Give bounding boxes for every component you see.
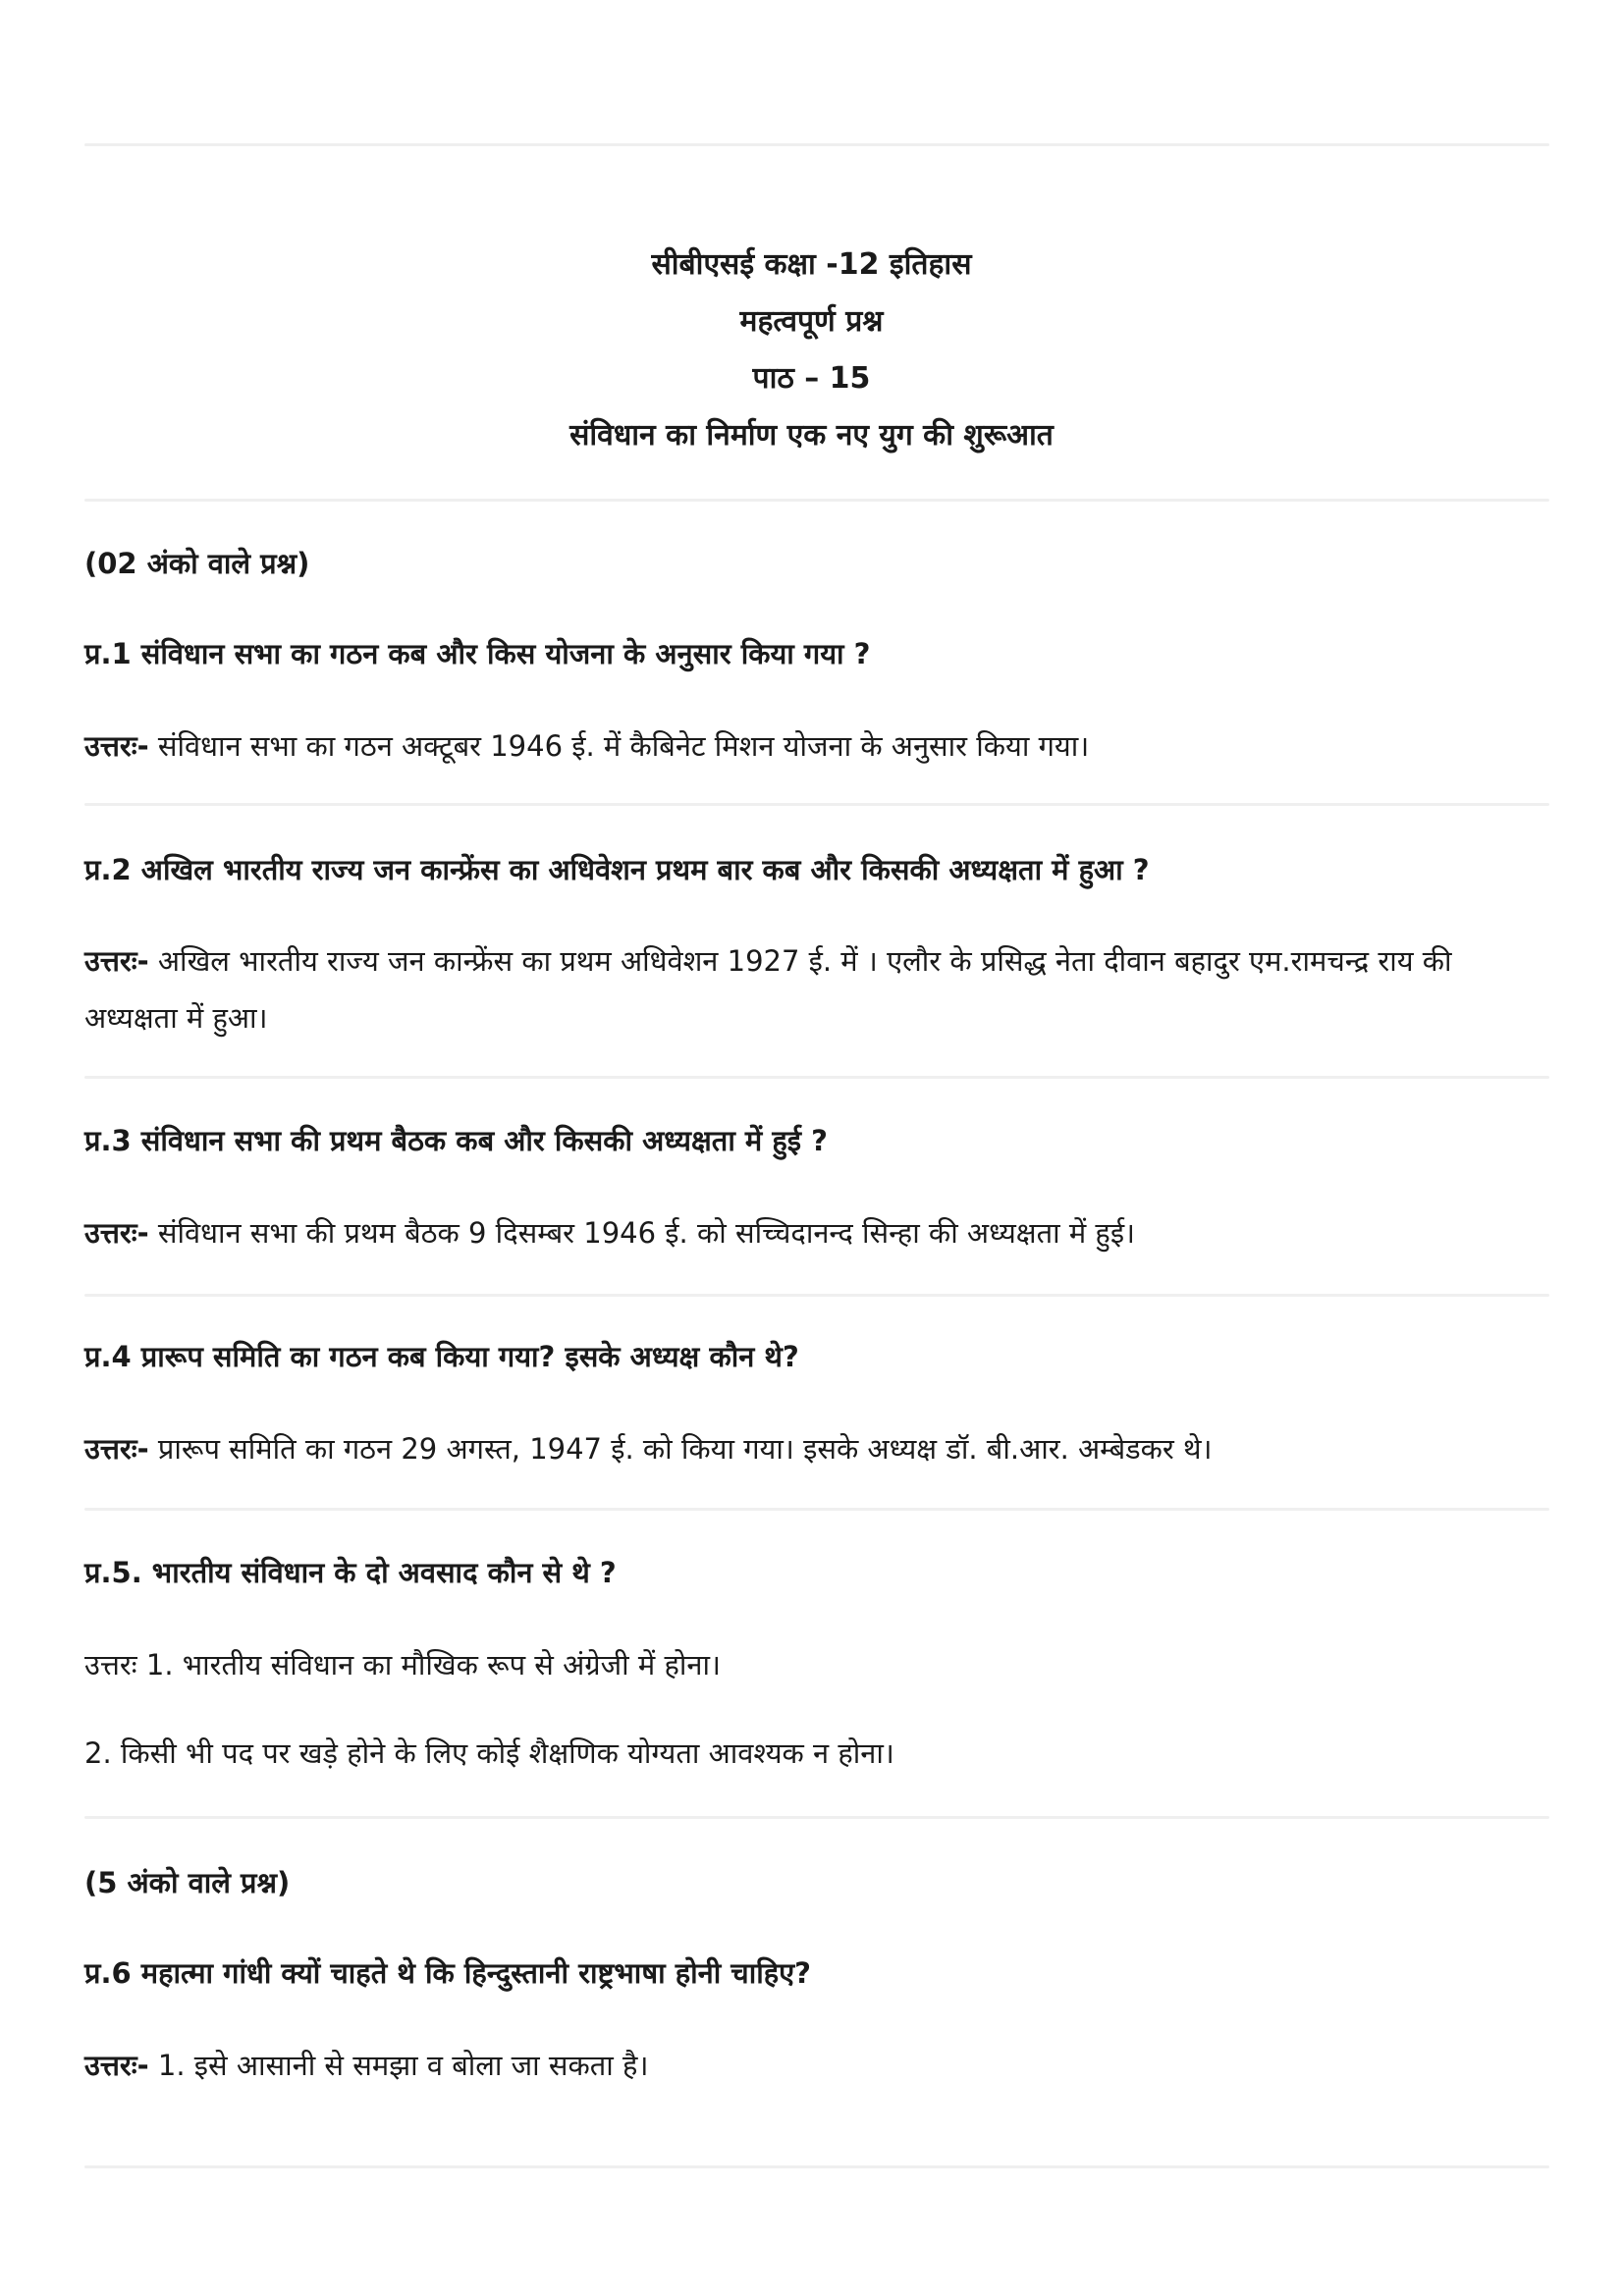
answer-5-point-1-text: 1. भारतीय संविधान का मौखिक रूप से अंग्रेजी में होना।	[136, 1648, 721, 1682]
header-chapter-title: संविधान का निर्माण एक नए युग की शुरूआत	[569, 418, 1054, 453]
divider	[84, 499, 1549, 502]
divider	[84, 1076, 1549, 1079]
header-important-questions: महत्वपूर्ण प्रश्न	[739, 304, 884, 339]
question-4: प्र.4 प्रारूप समिति का गठन कब किया गया? इसके अध्यक्ष कौन थे?	[84, 1340, 799, 1373]
answer-label: उत्तरः-	[84, 729, 149, 763]
divider	[84, 2165, 1549, 2168]
header-board-class-subject: सीबीएसई कक्षा -12 इतिहास	[651, 247, 972, 282]
header-chapter-number: पाठ – 15	[752, 361, 871, 396]
answer-label: उत्तरः-	[84, 1432, 149, 1466]
answer-label: उत्तरः-	[84, 944, 149, 978]
answer-5-point-1	[84, 1645, 1549, 1684]
question-3: प्र.3 संविधान सभा की प्रथम बैठक कब और किसकी अध्यक्षता में हुई ?	[84, 1124, 828, 1157]
question-1: प्र.1 संविधान सभा का गठन कब और किस योजना के अनुसार किया गया ?	[84, 637, 871, 670]
question-2: प्र.2 अखिल भारतीय राज्य जन कान्फ्रेंस का अधिवेशन प्रथम बार कब और किसकी अध्यक्षता में हुआ ?	[84, 853, 1150, 886]
answer-2-text: अखिल भारतीय राज्य जन कान्फ्रेंस का प्रथम अधिवेशन 1927 ई. में । एलौर के प्रसिद्ध नेता दीवान बहादुर एम.रामचन्द्र राय की अध्यक्षता में हुआ।	[84, 944, 1452, 1035]
answer-label: उत्तरः-	[84, 1216, 149, 1250]
divider	[84, 1816, 1549, 1819]
answer-4	[84, 1429, 1549, 1468]
answer-1-text: संविधान सभा का गठन अक्टूबर 1946 ई. में कैबिनेट मिशन योजना के अनुसार किया गया।	[148, 729, 1090, 763]
divider	[84, 803, 1549, 806]
answer-label: उत्तरः	[84, 1648, 137, 1682]
question-5: प्र.5. भारतीय संविधान के दो अवसाद कौन से थे ?	[84, 1556, 617, 1589]
answer-1	[84, 726, 1549, 766]
divider	[84, 143, 1549, 146]
answer-6-point-1	[84, 2046, 1549, 2085]
section-heading-five-marks: (5 अंको वाले प्रश्न)	[84, 1866, 291, 1899]
divider	[84, 1508, 1549, 1511]
answer-6-point-1-text: 1. इसे आसानी से समझा व बोला जा सकता है।	[148, 2049, 649, 2082]
divider	[84, 1294, 1549, 1297]
answer-label: उत्तरः-	[84, 2049, 149, 2082]
section-heading-two-marks: (02 अंको वाले प्रश्न)	[84, 547, 310, 580]
question-6: प्र.6 महात्मा गांधी क्यों चाहते थे कि हिन्दुस्तानी राष्ट्रभाषा होनी चाहिए?	[84, 1956, 811, 1990]
answer-5-point-2: 2. किसी भी पद पर खड़े होने के लिए कोई शैक्षणिक योग्यता आवश्यक न होना।	[84, 1736, 894, 1770]
answer-3-text: संविधान सभा की प्रथम बैठक 9 दिसम्बर 1946 ई. को सच्चिदानन्द सिन्हा की अध्यक्षता में हुई।	[148, 1216, 1136, 1250]
answer-4-text: प्रारूप समिति का गठन 29 अगस्त, 1947 ई. को किया गया। इसके अध्यक्ष डॉ. बी.आर. अम्बेडकर थे।	[148, 1432, 1213, 1466]
answer-3	[84, 1213, 1549, 1253]
answer-2	[84, 933, 1549, 1046]
